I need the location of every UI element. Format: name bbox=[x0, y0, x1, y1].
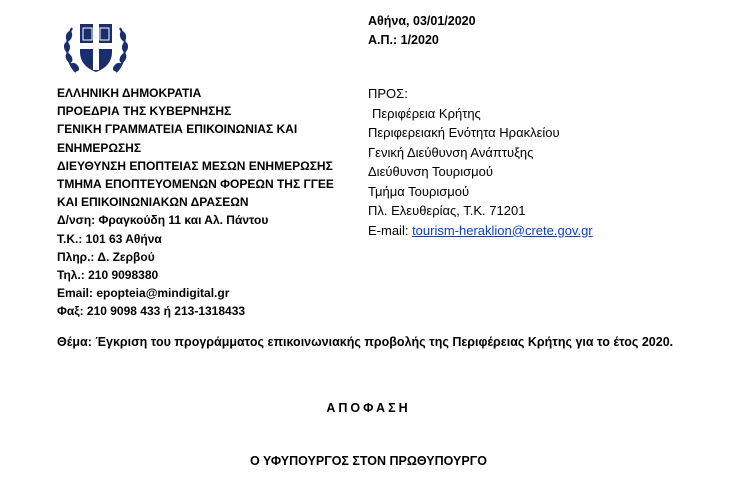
protocol-number: Α.Π.: 1/2020 bbox=[368, 32, 439, 47]
recipient-line: Περιφέρεια Κρήτης bbox=[372, 105, 481, 121]
recipient-block bbox=[368, 84, 593, 240]
sender-line: ΚΑΙ ΕΠΙΚΟΙΝΩΝΙΑΚΩΝ ΔΡΑΣΕΩΝ bbox=[57, 195, 249, 210]
sender-line: ΠΡΟΕΔΡΙΑ ΤΗΣ ΚΥΒΕΡΝΗΣΗΣ bbox=[57, 104, 232, 119]
recipient-email-row bbox=[368, 221, 593, 241]
subject: Θέμα: Έγκριση του προγράμματος επικοινωνιακής προβολής της Περιφέρειας Κρήτης για το έτος 2020. bbox=[57, 335, 674, 349]
recipient-line: Τμήμα Τουρισμού bbox=[368, 183, 470, 199]
recipient-line: Διεύθυνση Τουρισμού bbox=[368, 164, 493, 179]
decision-title: ΑΠΟΦΑΣΗ bbox=[326, 401, 411, 415]
date-protocol-block bbox=[368, 12, 476, 49]
sender-line: ΕΝΗΜΕΡΩΣΗΣ bbox=[57, 140, 142, 155]
sender-phone: Τηλ.: 210 9098380 bbox=[57, 268, 159, 283]
coat-of-arms-icon bbox=[62, 12, 130, 80]
sender-fax: Φαξ: 210 9098 433 ή 213-1318433 bbox=[57, 304, 246, 319]
recipient-label: ΠΡΟΣ: bbox=[368, 86, 408, 101]
recipient-line: Γενική Διεύθυνση Ανάπτυξης bbox=[368, 144, 534, 160]
sender-postal-code: Τ.Κ.: 101 63 Αθήνα bbox=[57, 231, 162, 246]
recipient-line: Περιφερειακή Ενότητα Ηρακλείου bbox=[368, 125, 560, 140]
sender-block bbox=[57, 84, 334, 321]
recipient-email-link[interactable]: tourism-heraklion@crete.gov.gr bbox=[412, 222, 593, 238]
sender-line: ΔΙΕΥΘΥΝΣΗ ΕΠΟΠΤΕΙΑΣ ΜΕΣΩΝ ΕΝΗΜΕΡΩΣΗΣ bbox=[57, 158, 333, 173]
sender-line: ΤΜΗΜΑ ΕΠΟΠΤΕΥΟΜΕΝΩΝ ΦΟΡΕΩΝ ΤΗΣ ΓΓΕΕ bbox=[57, 177, 334, 192]
minister-title: Ο ΥΦΥΠΟΥΡΓΟΣ ΣΤΟΝ ΠΡΩΘΥΠΟΥΡΓΟ bbox=[250, 454, 487, 468]
sender-email: Email: epopteia@mindigital.gr bbox=[57, 286, 230, 301]
recipient-address: Πλ. Ελευθερίας, Τ.Κ. 71201 bbox=[368, 203, 526, 218]
sender-contact-person: Πληρ.: Δ. Ζερβού bbox=[57, 249, 155, 264]
document-date: Αθήνα, 03/01/2020 bbox=[368, 14, 476, 28]
sender-address: Δ/νση: Φραγκούδη 11 και Αλ. Πάντου bbox=[57, 213, 269, 228]
sender-line: ΕΛΛΗΝΙΚΗ ΔΗΜΟΚΡΑΤΙΑ bbox=[57, 86, 202, 100]
sender-line: ΓΕΝΙΚΗ ΓΡΑΜΜΑΤΕΙΑ ΕΠΙΚΟΙΝΩΝΙΑΣ ΚΑΙ bbox=[57, 122, 298, 137]
recipient-email-label: E-mail: bbox=[368, 222, 413, 238]
